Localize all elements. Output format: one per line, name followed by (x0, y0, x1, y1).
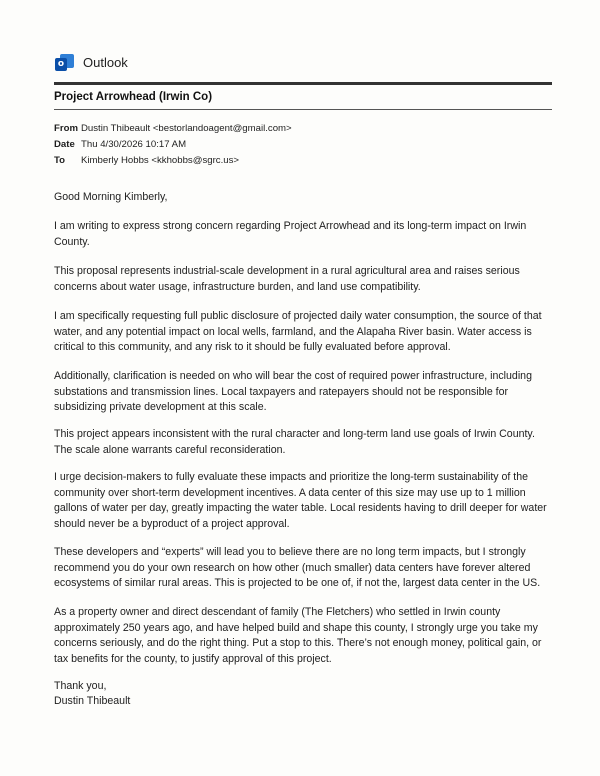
from-row (54, 121, 292, 137)
body-paragraph: These developers and “experts” will lead you to believe there are no long term impacts, but I strongly recommend you do your own research on how other (much smaller) data centers have forever altered ecosystems of similar rural areas. This is projected to be one of, if not the, largest data center in the US. (54, 546, 541, 590)
subject-divider (54, 109, 552, 110)
email-closing: Thank you, (54, 680, 107, 692)
header-divider (54, 82, 552, 85)
date-value: Thu 4/30/2026 10:17 AM (81, 139, 187, 150)
app-name: Outlook (83, 54, 128, 70)
app-header (55, 51, 128, 73)
outlook-icon: o (55, 53, 74, 72)
date-label: Date (54, 139, 75, 150)
email-metadata (54, 121, 292, 169)
body-paragraph: As a property owner and direct descendant of family (The Fletchers) who settled in Irwin county approximately 250 years ago, and have helped build and shape this county, I strongly urge you take my concerns seriously, and do the right thing. Put a stop to this. There’s not enough money, political gain, or tax benefits for the county, to justify approval of this project. (54, 606, 542, 665)
body-paragraph: I am specifically requesting full public disclosure of projected daily water consumption, the source of that water, and any potential impact on local wells, farmland, and the Alapaha River basin. Water access is critical to this community, and any risk to it should be fully evaluated before approval. (54, 310, 542, 354)
email-greeting: Good Morning Kimberly, (54, 191, 168, 203)
email-signature: Dustin Thibeault (54, 695, 131, 707)
from-value: Dustin Thibeault <bestorlandoagent@gmail.com> (81, 123, 292, 134)
date-row (54, 137, 292, 153)
body-paragraph: I am writing to express strong concern regarding Project Arrowhead and its long-term impact on Irwin County. (54, 220, 527, 248)
to-row (54, 153, 292, 169)
to-value: Kimberly Hobbs <kkhobbs@sgrc.us> (81, 155, 239, 166)
to-label: To (54, 155, 66, 166)
body-paragraph: I urge decision-makers to fully evaluate these impacts and prioritize the long-term sustainability of the community over short-term development incentives. A data center of this size may use up to 1 million gallons of water per day, greatly impacting the water table. Local residents having to drill deeper for water should never be a byproduct of a project approval. (54, 471, 547, 530)
body-paragraph: This proposal represents industrial-scale development in a rural agricultural area and raises serious concerns about water usage, infrastructure burden, and land use compatibility. (54, 265, 520, 293)
body-paragraph: Additionally, clarification is needed on who will bear the cost of required power infrastructure, including substations and transmission lines. Local taxpayers and ratepayers should not be responsible for subsidizing private development at this scale. (54, 370, 532, 414)
body-paragraph: This project appears inconsistent with the rural character and long-term land use goals of Irwin County. The scale alone warrants careful reconsideration. (54, 428, 535, 456)
from-label: From (54, 123, 78, 134)
email-subject: Project Arrowhead (Irwin Co) (54, 91, 213, 103)
